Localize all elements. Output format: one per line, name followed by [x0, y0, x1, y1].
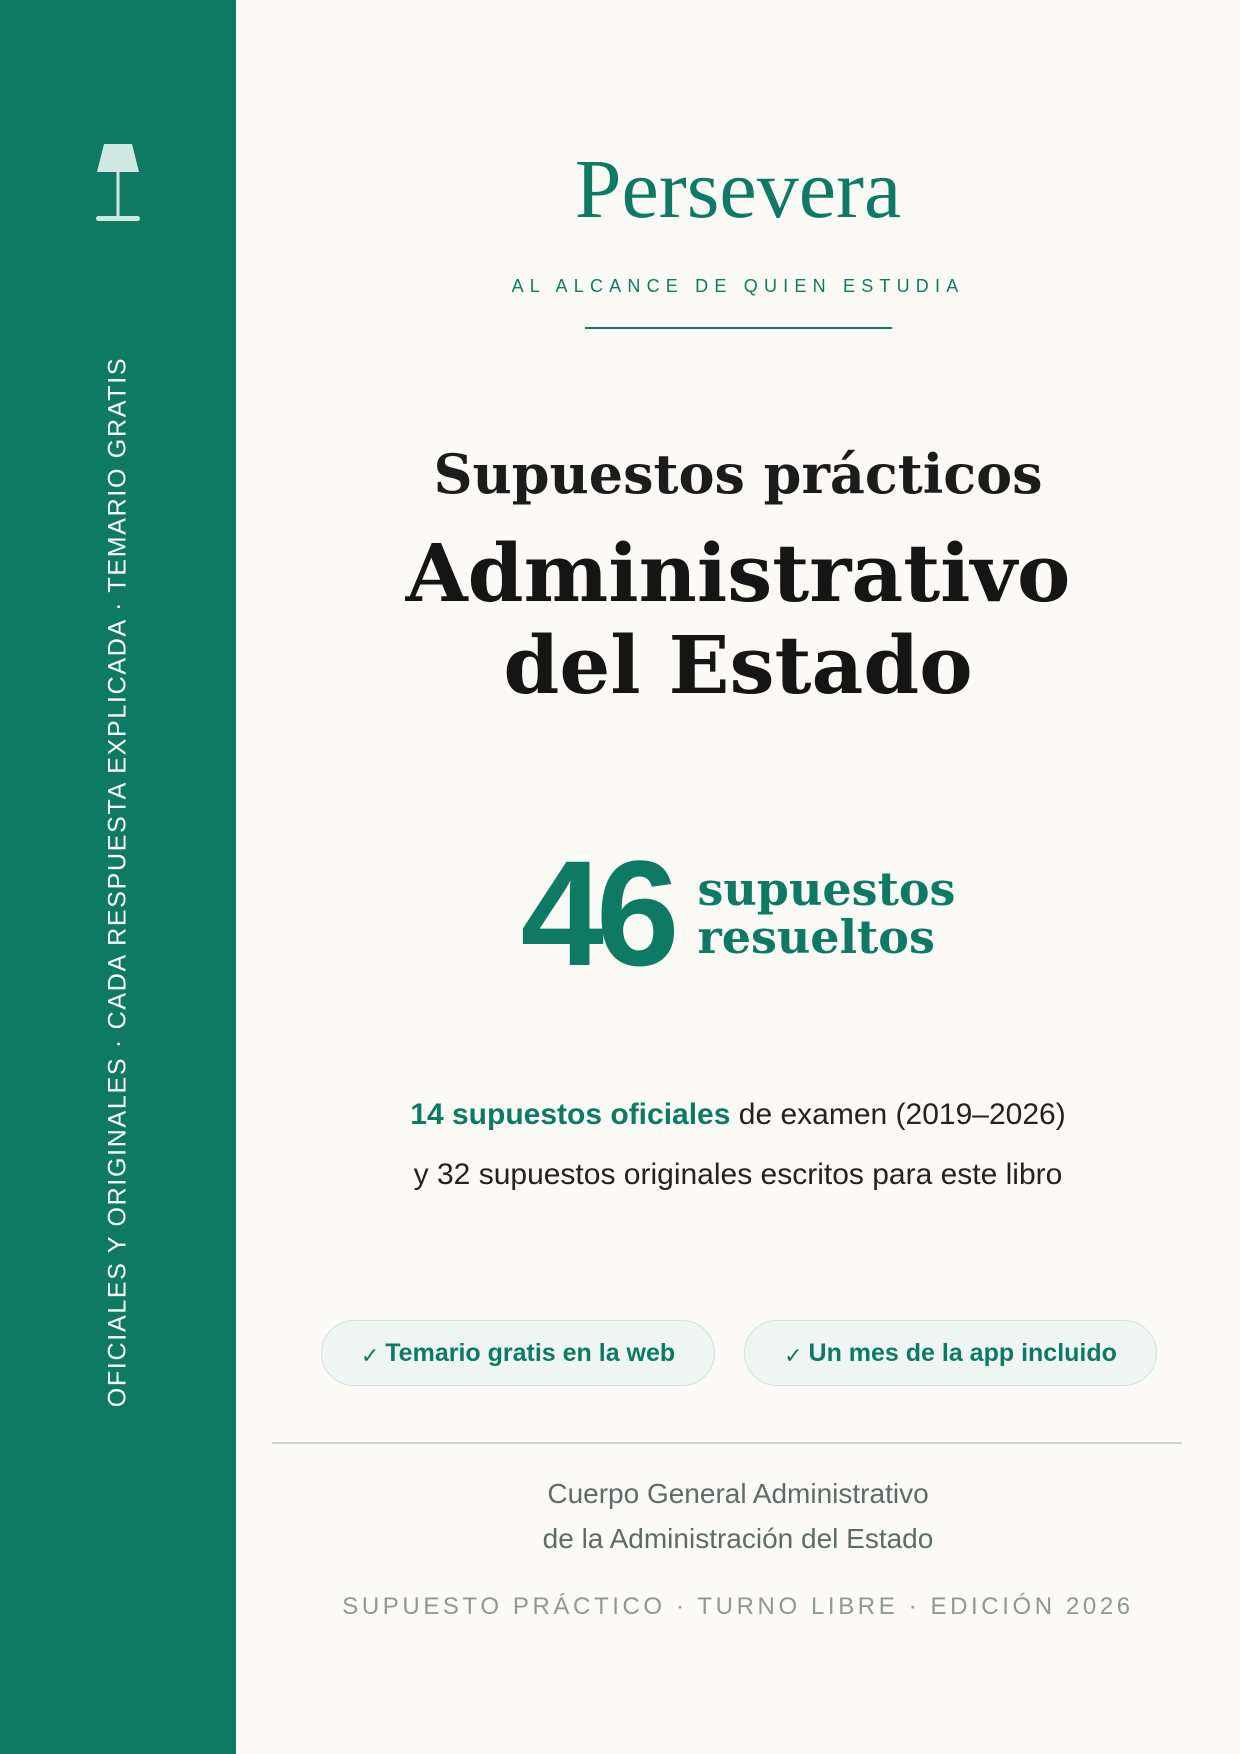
description-line1 [236, 1098, 1240, 1132]
brand-divider [585, 327, 892, 329]
count-label-line1: supuestos [697, 862, 956, 916]
cover-main [236, 0, 1240, 1754]
book-subtitle: Supuestos prácticos [433, 442, 1043, 506]
count-label-line2: resueltos [697, 910, 935, 964]
brand-name: Persevera [574, 143, 902, 236]
badge-free-syllabus [321, 1320, 715, 1386]
badge-app-month [744, 1320, 1157, 1386]
sidebar-band [0, 0, 236, 1754]
brand-tagline: AL ALCANCE DE QUIEN ESTUDIA [511, 276, 965, 296]
count-block [236, 829, 1240, 997]
lamp-icon [95, 144, 141, 226]
check-icon: ✓ [784, 1343, 803, 1368]
book-title-line1: Administrativo [405, 526, 1071, 620]
count-number: 46 [520, 829, 672, 997]
body-name-line2: de la Administración del Estado [542, 1523, 934, 1554]
sidebar-vertical-text: OFICIALES Y ORIGINALES · CADA RESPUESTA EXPLICADA · TEMARIO GRATIS [103, 356, 132, 1408]
book-title-line2: del Estado [503, 618, 973, 712]
footer-divider [272, 1442, 1182, 1444]
count-label [697, 862, 956, 964]
edition-info: SUPUESTO PRÁCTICO · TURNO LIBRE · EDICIÓN 2026 [342, 1593, 1134, 1620]
description-line1-rest: de examen (2019–2026) [730, 1098, 1066, 1131]
book-title [236, 527, 1240, 711]
badge-label: Temario gratis en la web [385, 1338, 676, 1367]
description-highlight: 14 supuestos oficiales [410, 1098, 731, 1131]
description-line2: y 32 supuestos originales escritos para este libro [413, 1158, 1063, 1191]
body-name-line1: Cuerpo General Administrativo [547, 1478, 929, 1509]
check-icon: ✓ [360, 1343, 380, 1368]
badge-label: Un mes de la app incluido [808, 1338, 1117, 1367]
